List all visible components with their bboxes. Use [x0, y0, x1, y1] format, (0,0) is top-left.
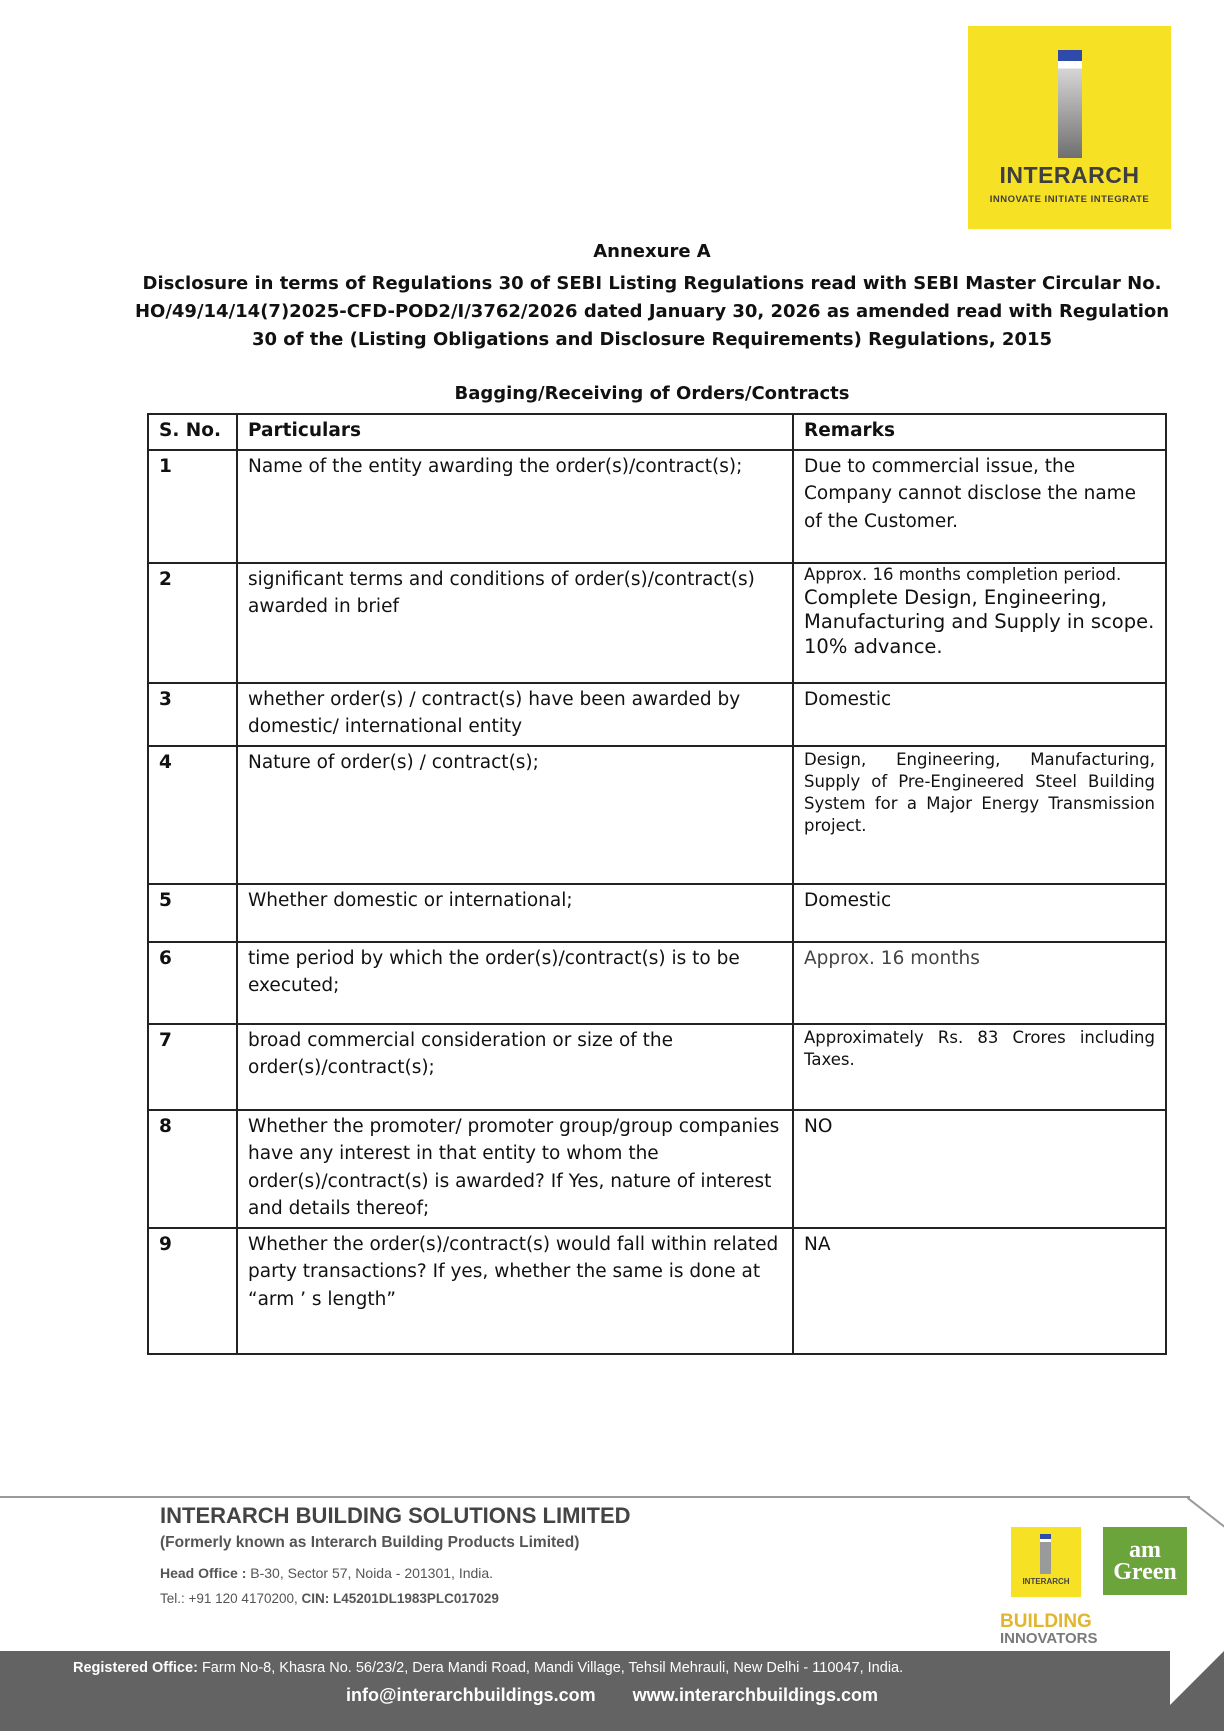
footer-tel: Tel.: +91 120 4170200,	[160, 1591, 298, 1606]
footer-divider-corner	[1187, 1497, 1224, 1533]
building-innovators-logo	[1000, 1613, 1098, 1647]
row-remarks: NO	[793, 1110, 1166, 1228]
row-remarks-detail: Complete Design, Engineering, Manufacturing and Supply in scope. 10% advance.	[804, 585, 1155, 658]
table-row	[148, 1228, 1166, 1354]
footer-formerly: (Formerly known as Interarch Building Products Limited)	[160, 1534, 580, 1551]
registered-label: Registered Office:	[73, 1660, 198, 1676]
table-row	[148, 450, 1166, 563]
table-row	[148, 884, 1166, 942]
interarch-badge	[1011, 1527, 1081, 1597]
table-header-row	[148, 414, 1166, 450]
header-particulars: Particulars	[237, 414, 793, 450]
footer-divider	[0, 1496, 1190, 1498]
row-sno: 7	[148, 1024, 237, 1110]
row-sno: 4	[148, 746, 237, 884]
cin-label: CIN:	[301, 1591, 330, 1606]
row-sno: 1	[148, 450, 237, 563]
footer-company-name: INTERARCH BUILDING SOLUTIONS LIMITED	[160, 1503, 631, 1528]
table-row	[148, 942, 1166, 1024]
row-particulars: broad commercial consideration or size of the order(s)/contract(s);	[237, 1024, 793, 1110]
row-particulars: Name of the entity awarding the order(s)/contract(s);	[237, 450, 793, 563]
registered-office	[73, 1660, 903, 1676]
row-sno: 3	[148, 683, 237, 746]
row-remarks: NA	[793, 1228, 1166, 1354]
head-office-address: B-30, Sector 57, Noida - 201301, India.	[250, 1565, 494, 1581]
logo-tagline: INNOVATE INITIATE INTEGRATE	[989, 194, 1150, 205]
row-remarks: Due to commercial issue, the Company cannot disclose the name of the Customer.	[793, 450, 1166, 563]
row-particulars: Whether the promoter/ promoter group/group companies have any interest in that entity to whom the order(s)/contract(s) is awarded? If Yes, nature of interest and details thereof;	[237, 1110, 793, 1228]
company-logo	[968, 26, 1171, 229]
registered-address: Farm No-8, Khasra No. 56/23/2, Dera Mandi Road, Mandi Village, Tehsil Mehrauli, New Delhi - 110047, India.	[201, 1660, 904, 1676]
row-remarks-cell	[793, 746, 1166, 884]
orders-table	[147, 413, 1167, 1355]
footer-head-office	[160, 1565, 493, 1581]
row-remarks: Approximately Rs. 83 Crores including Taxes.	[804, 1027, 1155, 1069]
footer-contact	[160, 1591, 499, 1606]
row-particulars: Whether the order(s)/contract(s) would fall within related party transactions? If yes, whether the same is done at “arm ’ s length”	[237, 1228, 793, 1354]
row-sno: 2	[148, 563, 237, 683]
row-remarks: Domestic	[793, 683, 1166, 746]
green-badge-line-1: am	[1129, 1537, 1161, 1563]
email-link[interactable]: info@interarchbuildings.com	[346, 1685, 596, 1705]
row-sno: 5	[148, 884, 237, 942]
table-row	[148, 683, 1166, 746]
disclosure-heading: Disclosure in terms of Regulations 30 of SEBI Listing Regulations read with SEBI Master Circular No. HO/49/14/14(7)2025-CFD-POD2/I/3762/2026 dated January 30, 2026 as amended read with Regulation 30 of the (Listing Obligations and Disclosure Requirements) Regulations, 2015	[134, 273, 1170, 350]
row-remarks: Approx. 16 months completion period.	[804, 564, 1122, 584]
badge-interarch-label: INTERARCH	[1022, 1577, 1070, 1586]
building-word: BUILDING	[1000, 1611, 1092, 1632]
row-particulars: significant terms and conditions of order(s)/contract(s) awarded in brief	[237, 563, 793, 683]
row-sno: 8	[148, 1110, 237, 1228]
table-title: Bagging/Receiving of Orders/Contracts	[454, 383, 850, 404]
row-remarks-cell	[793, 1024, 1166, 1110]
header-sno: S. No.	[148, 414, 237, 450]
logo-name: INTERARCH	[999, 162, 1140, 188]
green-badge-line-2: Green	[1113, 1559, 1177, 1585]
row-remarks: Domestic	[793, 884, 1166, 942]
row-remarks: Approx. 16 months	[793, 942, 1166, 1024]
table-row	[148, 746, 1166, 884]
header-remarks: Remarks	[793, 414, 1166, 450]
row-sno: 9	[148, 1228, 237, 1354]
row-particulars: Nature of order(s) / contract(s);	[237, 746, 793, 884]
website-link[interactable]: www.interarchbuildings.com	[632, 1685, 878, 1705]
annexure-title: Annexure A	[593, 241, 711, 262]
cin-number: L45201DL1983PLC017029	[333, 1591, 499, 1606]
table-row	[148, 1024, 1166, 1110]
innovators-word: INNOVATORS	[1000, 1630, 1098, 1647]
head-office-label: Head Office :	[160, 1565, 247, 1581]
row-sno: 6	[148, 942, 237, 1024]
row-remarks-cell	[793, 563, 1166, 683]
row-remarks: Design, Engineering, Manufacturing, Supply of Pre-Engineered Steel Building System for a Major Energy Transmission project.	[804, 749, 1155, 835]
row-particulars: time period by which the order(s)/contract(s) is to be executed;	[237, 942, 793, 1024]
logo-i-icon	[1058, 50, 1082, 158]
table-row	[148, 563, 1166, 683]
row-particulars: whether order(s) / contract(s) have been awarded by domestic/ international entity	[237, 683, 793, 746]
table-row	[148, 1110, 1166, 1228]
footer-links	[0, 1685, 1224, 1706]
badge-i-icon	[1040, 1534, 1051, 1574]
green-badge	[1103, 1527, 1187, 1595]
row-particulars: Whether domestic or international;	[237, 884, 793, 942]
